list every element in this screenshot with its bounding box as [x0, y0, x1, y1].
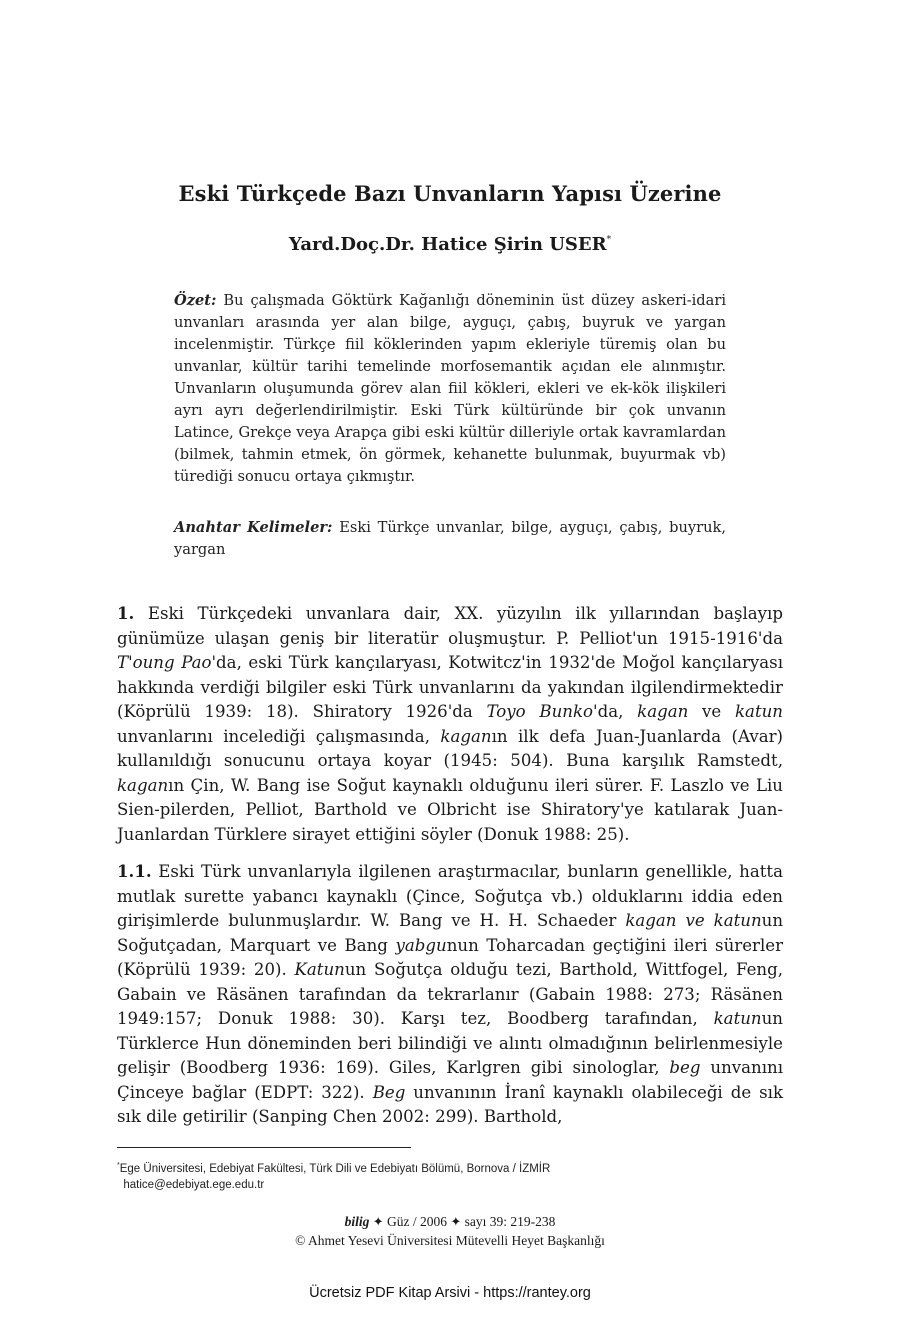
section-number: 1.1.: [117, 861, 152, 881]
text-run: unvanlarını incelediği çalışmasında,: [117, 726, 441, 746]
italic-term: Toyo Bunko: [486, 702, 594, 721]
italic-term: kagan: [440, 726, 492, 746]
text-run: Eski Türk unvanlarıyla ilgilenen araştırmacılar, bunların genellikle, hatta mutlak surette yabancı kaynaklı (Çince, Soğutça vb.) olduklarını iddia eden girişimlerde bulunmuşlardır. W. Bang ve H. H. Schaeder: [117, 862, 783, 930]
text-run: un Türklerce Hun döneminden beri bilindiği ve alıntı olmadığının belirlenmesiyle gelişir (Boodberg 1936: 169). Giles, Karlgren gibi sinologlar,: [117, 1009, 783, 1077]
abstract-text: Bu çalışmada Göktürk Kağanlığı döneminin üst düzey askeri-idari unvanları arasında yer alan bilge, ayguçı, çabış, buyruk ve yargan incelenmiştir. Türkçe fiil köklerinden yapım ekleriyle türemiş olan bu unvanlar, kültür tarihi temelinde morfosemantik açıdan ele alınmıştır. Unvanların oluşumunda görev alan fiil kökleri, ekleri ve ek-kök ilişkileri ayrı ayrı değerlendirilmiştir. Eski Türk kültüründe bir çok unvanın Latince, Grekçe veya Arapça gibi eski kültür dilleriyle ortak kavramlardan (bilmek, tahmin etmek, ön görmek, kehanette bulunmak, buyurmak vb) türediği sonucu ortaya çıkmıştır.: [174, 292, 726, 485]
text-run: 'da, eski Türk kançılaryası, Kotwitcz'in 1932'de Moğol kançılaryası hakkında verdiği bilgiler eski Türk unvanlarını da yakından ilgilendirmektedir (Köprülü 1939: 18). Shiratory 1926'da: [117, 653, 783, 721]
italic-term: T'oung Pao: [117, 653, 212, 672]
author-footnote-mark: *: [606, 235, 612, 245]
footnote-divider: [117, 1147, 411, 1148]
keywords: [174, 517, 726, 561]
abstract-label: Özet:: [174, 292, 217, 309]
footnote-email: hatice@edebiyat.ege.edu.tr: [123, 1179, 265, 1191]
italic-term: katun: [735, 702, 783, 721]
italic-term: yabgu: [395, 935, 447, 955]
author-line: [110, 234, 790, 255]
text-run: un Soğutçadan, Marquart ve Bang: [117, 911, 784, 955]
star-icon: ✦: [372, 1214, 384, 1229]
italic-term: beg: [669, 1058, 701, 1077]
footnote-mark: *: [117, 1162, 120, 1169]
article-title: Eski Türkçede Bazı Unvanların Yapısı Üzerine: [178, 181, 722, 206]
journal-copyright: © Ahmet Yesevi Üniversitesi Mütevelli Heyet Başkanlığı: [295, 1233, 605, 1248]
text-run: ın Çin, W. Bang ise Soğut kaynaklı olduğunu ileri sürer. F. Laszlo ve Liu Sien-pilerden, Pelliot, Barthold ve Olbricht ise Shiratory'ye katılarak Juan-Juanlardan Türklere sirayet ettiğini söyler (Donuk 1988: 25).: [117, 775, 783, 844]
italic-term: kagan: [637, 702, 689, 721]
text-run: nun Toharcadan geçtiğini ileri sürerler (Köprülü 1939: 20).: [117, 935, 784, 979]
text-run: Eski Türkçedeki unvanlara dair, XX. yüzyılın ilk yıllarından başlayıp günümüze ulaşan geniş bir literatür oluşmuştur. P. Pelliot'un 1915-1916'da: [117, 604, 783, 648]
paragraph-1: [117, 601, 783, 847]
journal-pages: sayı 39: 219-238: [461, 1214, 556, 1229]
italic-term: Katun: [294, 960, 345, 979]
keywords-label: Anahtar Kelimeler:: [174, 519, 333, 536]
abstract: [174, 290, 726, 488]
star-icon: ✦: [450, 1214, 462, 1229]
italic-term: kagan: [117, 775, 169, 795]
text-run: unvanının İranî kaynaklı olabileceği de sık sık dile getirilir (Sanping Chen 2002: 299). Barthold,: [117, 1082, 783, 1126]
footnote: [117, 1158, 783, 1193]
text-run: un Soğutça olduğu tezi, Barthold, Wittfogel, Feng, Gabain ve Räsänen tarafından da tekrarlanır (Gabain 1988: 273; Räsänen 1949:157; Donuk 1988: 30). Karşı tez, Boodberg tarafından,: [117, 960, 783, 1028]
journal-issue: Güz / 2006: [383, 1214, 451, 1229]
journal-name: bilig: [344, 1214, 370, 1229]
text-run: 'da,: [593, 702, 638, 721]
text-run: ve: [688, 702, 735, 721]
section-number: 1.: [117, 603, 135, 623]
keywords-text: Eski Türkçe unvanlar, bilge, ayguçı, çabış, buyruk, yargan: [174, 519, 726, 558]
italic-term: katun: [713, 1009, 762, 1028]
author-name: Yard.Doç.Dr. Hatice Şirin USER: [288, 234, 607, 255]
footnote-affiliation: Ege Üniversitesi, Edebiyat Fakültesi, Türk Dili ve Edebiyatı Bölümü, Bornova / İZMİR: [119, 1163, 551, 1175]
italic-term: Beg: [372, 1082, 406, 1102]
text-run: unvanını Çinceye bağlar (EDPT: 322).: [117, 1058, 784, 1102]
archive-note: Ücretsiz PDF Kitap Arsivi - https://rantey.org: [309, 1285, 591, 1301]
text-run: ın ilk defa Juan-Juanlarda (Avar) kullanıldığı sonucunu ortaya koyar (1945: 504). Buna karşılık Ramstedt,: [117, 726, 783, 770]
journal-info: [110, 1212, 790, 1250]
paragraph-1-1: [117, 859, 783, 1130]
italic-term: kagan ve katun: [625, 911, 762, 930]
